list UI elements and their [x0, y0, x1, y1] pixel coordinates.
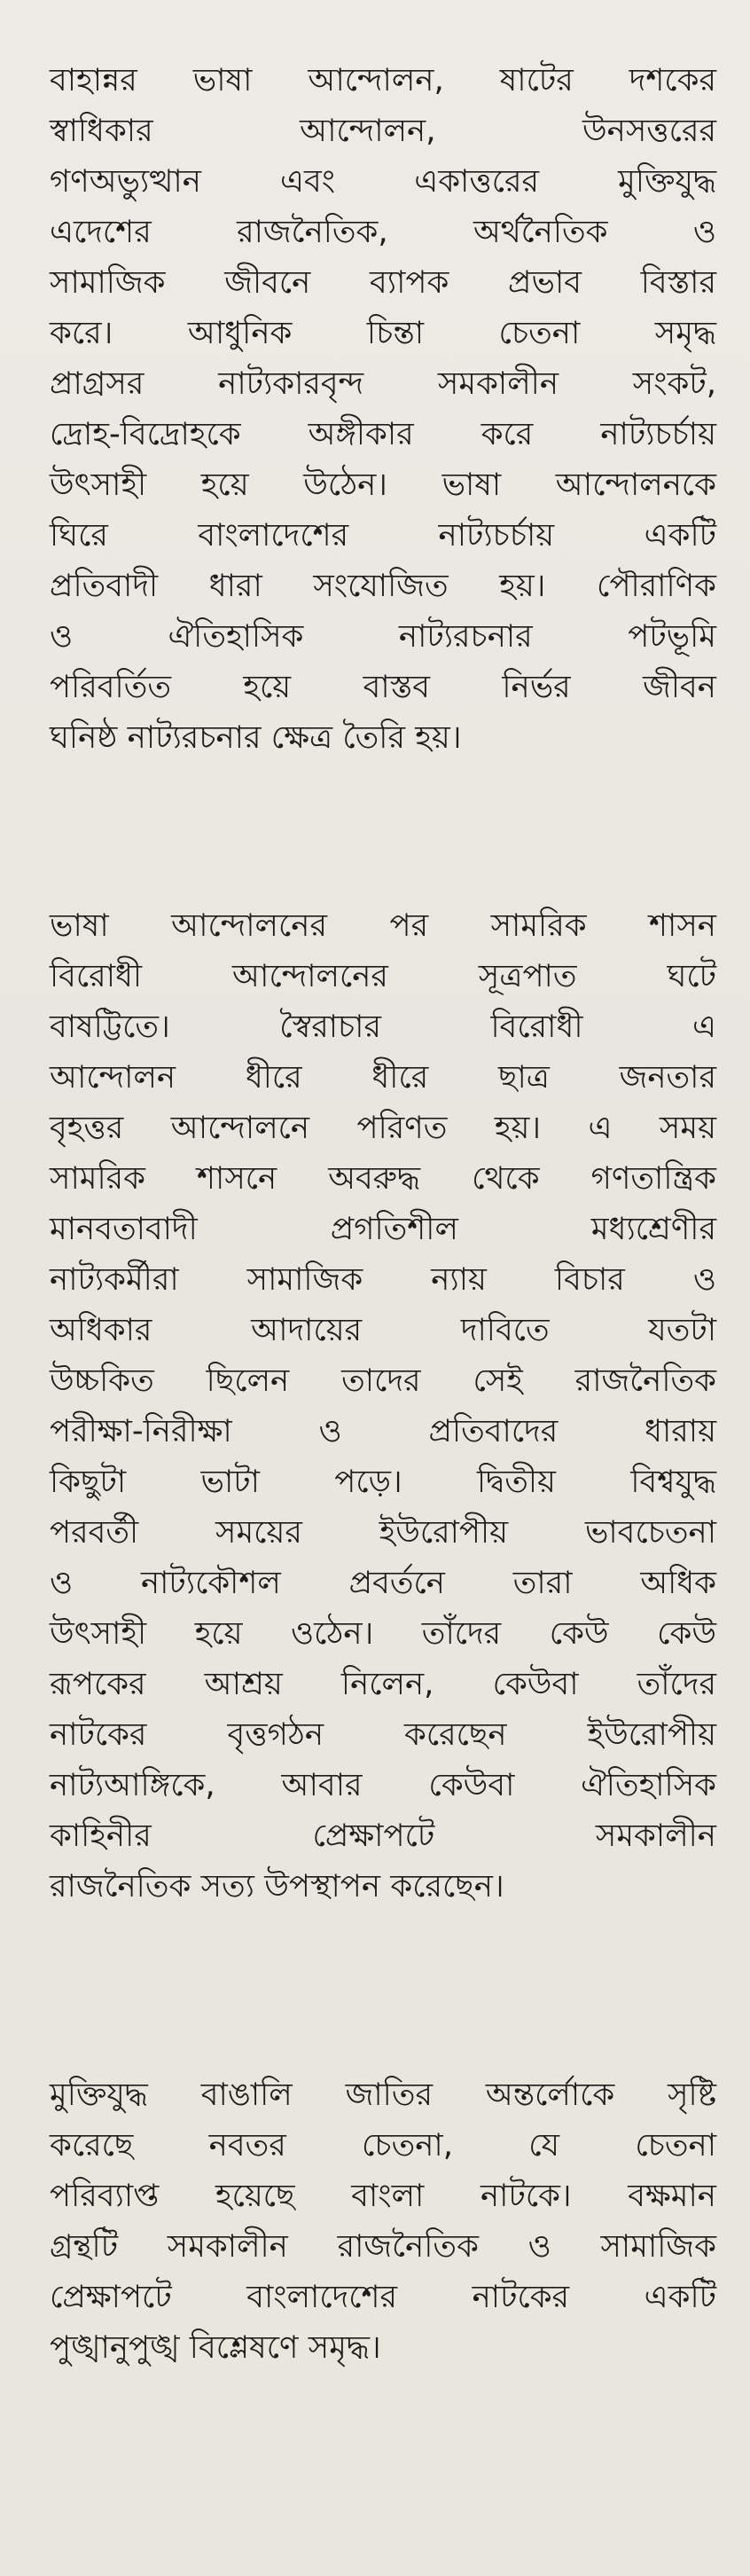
paragraph-line: ভাষা আন্দোলনের পর সামরিক শাসন [50, 907, 716, 944]
paragraph-line: বৃহত্তর আন্দোলনে পরিণত হয়। এ সময় [50, 1110, 716, 1146]
paragraph-line: গ্রন্থটি সমকালীন রাজনৈতিক ও সামাজিক [50, 2228, 716, 2265]
paragraph-line: ও নাট্যকৌশল প্রবর্তনে তারা অধিক [50, 1565, 716, 1601]
paragraph-line: এদেশের রাজনৈতিক, অর্থনৈতিক ও [50, 214, 716, 250]
paragraph-line: উচ্চকিত ছিলেন তাদের সেই রাজনৈতিক [50, 1363, 716, 1399]
paragraph-line: করেছে নবতর চেতনা, যে চেতনা [50, 2127, 716, 2164]
paragraph-line: করে। আধুনিক চিন্তা চেতনা সমৃদ্ধ [50, 315, 716, 351]
paragraph-line: পুঙ্খানুপুঙ্খ বিশ্লেষণে সমৃদ্ধ। [50, 2329, 381, 2366]
paragraph-line: প্রতিবাদী ধারা সংযোজিত হয়। পৌরাণিক [50, 568, 716, 604]
paragraph-line: উৎসাহী হয়ে ওঠেন। তাঁদের কেউ কেউ [50, 1615, 716, 1652]
paragraph-line: রূপকের আশ্রয় নিলেন, কেউবা তাঁদের [50, 1666, 716, 1702]
paragraph-line: ও ঐতিহাসিক নাট্যরচনার পটভূমি [50, 618, 716, 655]
paragraph-line: পরিব্যাপ্ত হয়েছে বাংলা নাটকে। বক্ষমান [50, 2178, 716, 2214]
paragraph-line: বাষট্টিতে। স্বৈরাচার বিরোধী এ [50, 1009, 716, 1045]
paragraph-line: আন্দোলন ধীরে ধীরে ছাত্র জনতার [50, 1059, 716, 1096]
paragraph-line: নাট্যকর্মীরা সামাজিক ন্যায় বিচার ও [50, 1261, 716, 1298]
paragraph-line: স্বাধিকার আন্দোলন, উনসত্তরের [50, 113, 716, 149]
paragraph-line: নাটকের বৃত্তগঠন করেছেন ইউরোপীয় [50, 1716, 716, 1753]
paragraph-line: কাহিনীর প্রেক্ষাপটে সমকালীন [50, 1818, 716, 1854]
paragraph-line: নাট্যআঙ্গিকে, আবার কেউবা ঐতিহাসিক [50, 1767, 716, 1803]
paragraph-line: কিছুটা ভাটা পড়ে। দ্বিতীয় বিশ্বযুদ্ধ [50, 1464, 716, 1500]
paragraph-1 [50, 55, 716, 763]
paragraph-3 [50, 2069, 716, 2373]
paragraph-line: ঘিরে বাংলাদেশের নাট্যচর্চায় একটি [50, 517, 716, 554]
paragraph-line: প্রাগ্রসর নাট্যকারবৃন্দ সমকালীন সংকট, [50, 365, 716, 402]
paragraph-line: সামরিক শাসনে অবরুদ্ধ থেকে গণতান্ত্রিক [50, 1160, 716, 1197]
paragraph-line: মুক্তিযুদ্ধ বাঙালি জাতির অন্তর্লোকে সৃষ্টি [50, 2077, 716, 2113]
paragraph-line: পরিবর্তিত হয়ে বাস্তব নির্ভর জীবন [50, 669, 716, 705]
paragraph-line: মানবতাবাদী প্রগতিশীল মধ্যশ্রেণীর [50, 1211, 716, 1247]
paragraph-line: ঘনিষ্ঠ নাট্যরচনার ক্ষেত্র তৈরি হয়। [50, 719, 462, 756]
paragraph-line: উৎসাহী হয়ে উঠেন। ভাষা আন্দোলনকে [50, 467, 716, 503]
paragraph-line: সামাজিক জীবনে ব্যাপক প্রভাব বিস্তার [50, 264, 716, 301]
paragraph-line: বাহান্নর ভাষা আন্দোলন, ষাটের দশকের [50, 62, 716, 98]
paragraph-line: রাজনৈতিক সত্য উপস্থাপন করেছেন। [50, 1868, 504, 1905]
paragraph-line: বিরোধী আন্দোলনের সূত্রপাত ঘটে [50, 958, 716, 994]
paragraph-line: গণঅভ্যুত্থান এবং একাত্তরের মুক্তিযুদ্ধ [50, 163, 716, 200]
paragraph-line: পরীক্ষা-নিরীক্ষা ও প্রতিবাদের ধারায় [50, 1413, 716, 1449]
paragraph-line: পরবর্তী সময়ের ইউরোপীয় ভাবচেতনা [50, 1514, 716, 1551]
paragraph-line: অধিকার আদায়ের দাবিতে যতটা [50, 1312, 716, 1348]
paragraph-line: দ্রোহ-বিদ্রোহকে অঙ্গীকার করে নাট্যচর্চায় [50, 416, 716, 452]
paragraph-line: প্রেক্ষাপটে বাংলাদেশের নাটকের একটি [50, 2279, 716, 2315]
paragraph-2 [50, 900, 716, 1912]
